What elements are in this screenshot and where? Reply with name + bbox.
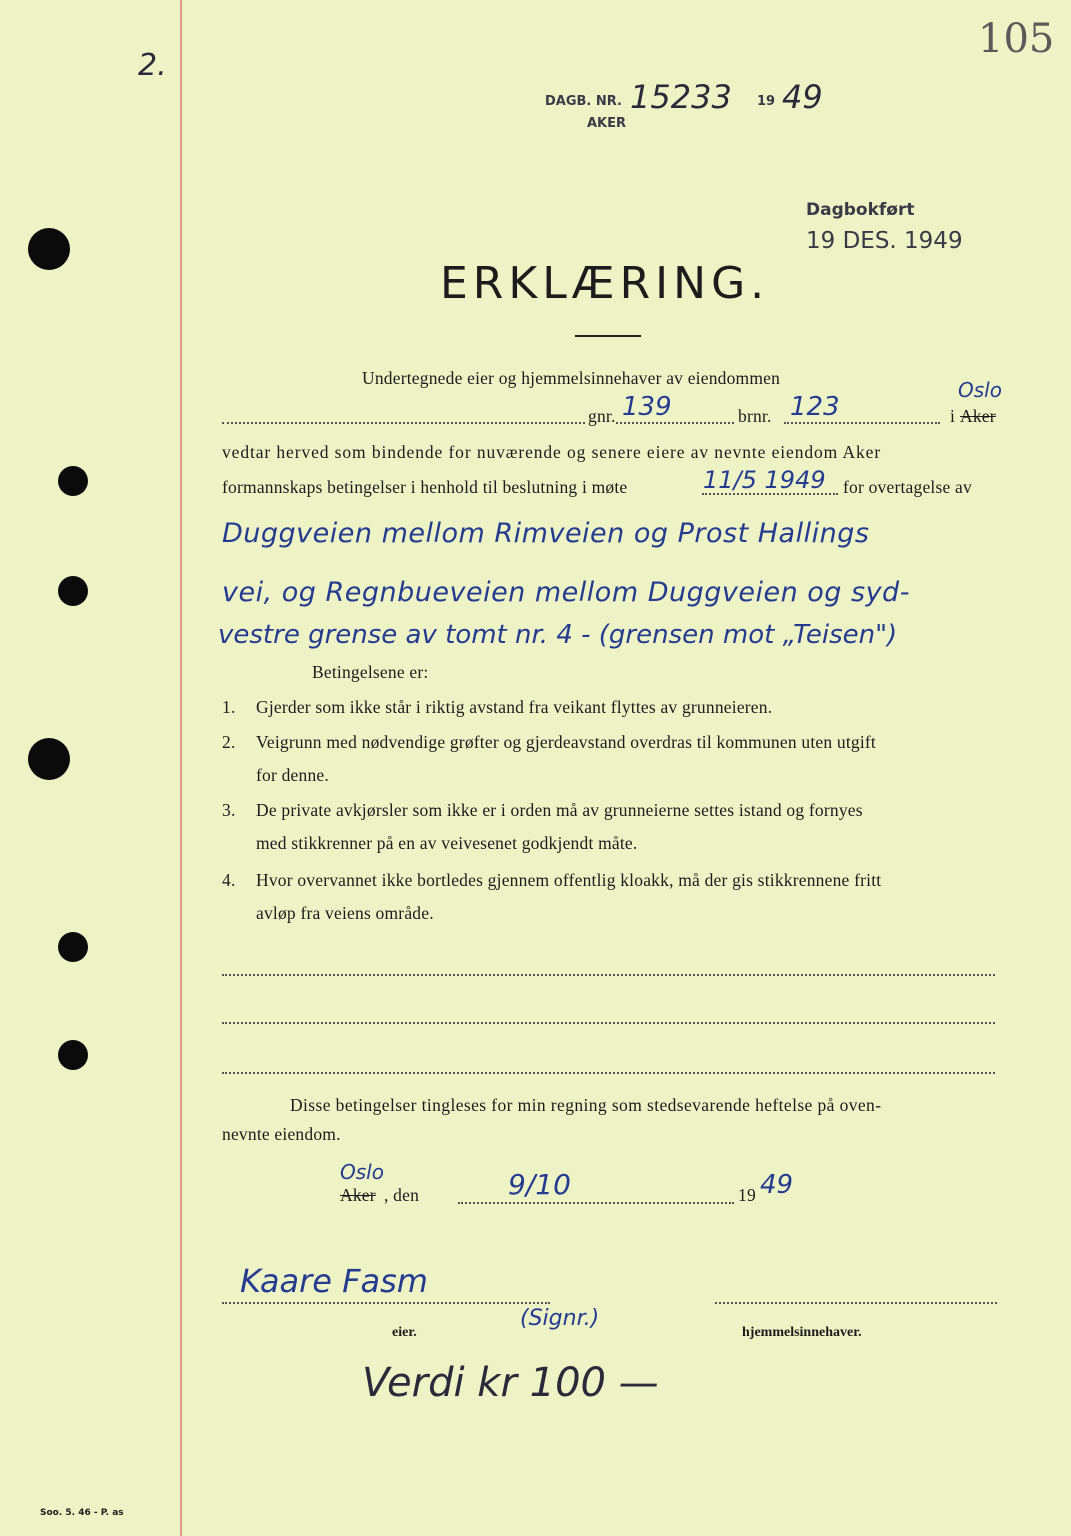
eier-label: eier.: [392, 1325, 417, 1340]
margin-line: [180, 0, 182, 1536]
signature-line: [222, 1302, 550, 1304]
gnr-value: 139: [622, 392, 672, 422]
footer-code: Soo. 5. 46 - P. as: [40, 1508, 124, 1518]
punch-hole: [28, 738, 70, 780]
signed-note: (Signr.): [520, 1306, 600, 1331]
dagbok-label: DAGB. NR.: [545, 94, 622, 109]
value-note: Verdi kr 100 —: [362, 1360, 659, 1406]
road-line: vestre grense av tomt nr. 4 - (grensen mot „Teisen"): [218, 620, 898, 650]
closing-line-2: nevnte eiendom.: [222, 1124, 341, 1144]
date-stamp-label: Dagbokført: [806, 200, 915, 220]
condition-number: 2.: [222, 732, 236, 752]
page-number: 105: [978, 16, 1055, 62]
condition-line: med stikkrenner på en av veivesenet godkjendt måte.: [256, 833, 638, 853]
dotted-line: [222, 422, 585, 424]
dotted-line: [458, 1202, 734, 1204]
dotted-line: [784, 422, 940, 424]
dotted-line: [616, 422, 734, 424]
blank-dotted-line: [222, 974, 995, 976]
dagbok-year: 49: [782, 78, 823, 116]
road-line: vei, og Regnbueveien mellom Duggveien og syd-: [222, 577, 910, 608]
document-title: ERKLÆRING.: [440, 258, 770, 309]
title-underline: [575, 335, 641, 337]
signature-line: [715, 1302, 997, 1304]
dagbok-place: AKER: [587, 116, 627, 131]
meeting-date: 11/5 1949: [703, 466, 826, 494]
condition-line: Gjerder som ikke står i riktig avstand fra veikant flyttes av grunneieren.: [256, 697, 773, 717]
municipality-written: Oslo: [958, 378, 1002, 402]
condition-line: Hvor overvannet ikke bortledes gjennem offentlig kloakk, må der gis stikkrennene fritt: [256, 870, 882, 890]
municipality-struck: Aker: [960, 406, 996, 426]
intro-line-3a: formannskaps betingelser i henhold til beslutning i møte: [222, 477, 628, 497]
den-label: , den: [384, 1185, 420, 1205]
road-line: Duggveien mellom Rimveien og Prost Hallings: [222, 518, 870, 549]
conditions-label: Betingelsene er:: [312, 662, 429, 682]
intro-line-1: Undertegnede eier og hjemmelsinnehaver av eiendommen: [362, 368, 781, 388]
place-written: Oslo: [340, 1160, 384, 1184]
bnr-label: brnr.: [738, 406, 772, 426]
punch-hole: [58, 932, 88, 962]
year-prefix: 19: [738, 1185, 756, 1205]
punch-hole: [28, 228, 70, 270]
condition-number: 4.: [222, 870, 236, 890]
blank-dotted-line: [222, 1022, 995, 1024]
dagbok-number: 15233: [630, 78, 732, 116]
sign-date: 9/10: [508, 1168, 571, 1201]
bnr-value: 123: [790, 392, 840, 422]
condition-line: De private avkjørsler som ikke er i orden må av grunneierne settes istand og fornyes: [256, 800, 863, 820]
condition-line: Veigrunn med nødvendige grøfter og gjerdeavstand overdras til kommunen uten utgift: [256, 732, 876, 752]
dotted-line: [702, 493, 838, 495]
condition-number: 1.: [222, 697, 236, 717]
intro-line-2: vedtar herved som bindende for nuværende og senere eiere av nevnte eiendom Aker: [222, 442, 882, 462]
dagbok-year-prefix: 19: [757, 94, 776, 109]
closing-line-1: Disse betingelser tingleses for min regning som stedsevarende heftelse på oven-: [290, 1095, 882, 1115]
i-label: i: [950, 406, 956, 426]
condition-line: avløp fra veiens område.: [256, 903, 434, 923]
corner-note: 2.: [138, 48, 167, 83]
sign-year: 49: [760, 1170, 794, 1200]
condition-number: 3.: [222, 800, 236, 820]
place-struck: Aker: [340, 1185, 376, 1205]
punch-hole: [58, 576, 88, 606]
intro-line-3b: for overtagelse av: [843, 477, 972, 497]
blank-dotted-line: [222, 1072, 995, 1074]
hjemmel-label: hjemmelsinnehaver.: [742, 1325, 862, 1340]
condition-line: for denne.: [256, 765, 329, 785]
date-stamp-date: 19 DES. 1949: [806, 228, 963, 254]
punch-hole: [58, 466, 88, 496]
signature-name: Kaare Fasm: [240, 1262, 428, 1300]
punch-hole: [58, 1040, 88, 1070]
gnr-label: gnr.: [588, 406, 616, 426]
